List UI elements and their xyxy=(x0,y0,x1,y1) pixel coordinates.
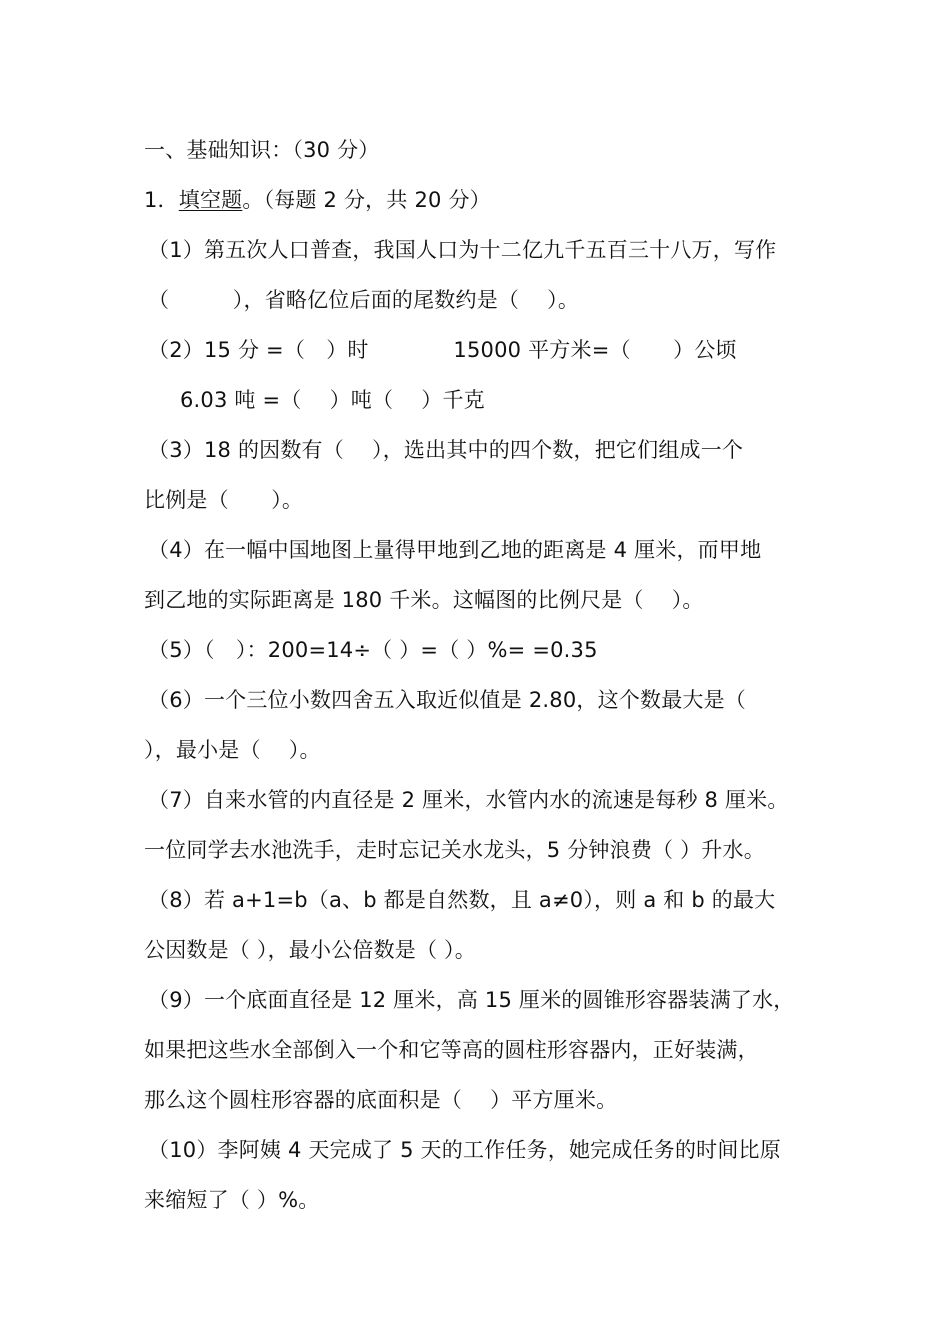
question-1-title xyxy=(144,186,491,214)
item-4-line-1: （4）在一幅中国地图上量得甲地到乙地的距离是 4 厘米，而甲地 xyxy=(148,538,762,562)
item-8-line-1: （8）若 a+1=b（a、b 都是自然数，且 a≠0），则 a 和 b 的最大 xyxy=(148,888,776,912)
item-8-line-2: 公因数是（ ），最小公倍数是（ ）。 xyxy=(144,938,476,962)
item-9-line-1: （9）一个底面直径是 12 厘米，高 15 厘米的圆锥形容器装满了水， xyxy=(148,988,795,1012)
item-6-line-2: ），最小是（ ）。 xyxy=(144,738,321,762)
item-2-line-2: 6.03 吨 =（ ）吨（ ）千克 xyxy=(180,388,485,412)
item-4-line-2: 到乙地的实际距离是 180 千米。这幅图的比例尺是（ ）。 xyxy=(144,588,704,612)
item-2-line-1: （2）15 分 =（ ）时 15000 平方米=（ ）公顷 xyxy=(148,338,737,362)
item-10-line-1: （10）李阿姨 4 天完成了 5 天的工作任务，她完成任务的时间比原 xyxy=(148,1138,781,1162)
question-1-scoring: 。（每题 2 分，共 20 分） xyxy=(242,188,491,212)
item-1-line-1: （1）第五次人口普查，我国人口为十二亿九千五百三十八万，写作 xyxy=(148,238,777,262)
item-3-line-2: 比例是（ ）。 xyxy=(144,488,304,512)
item-10-line-2: 来缩短了（ ）%。 xyxy=(144,1188,320,1212)
item-1-line-2: （ ），省略亿位后面的尾数约是（ ）。 xyxy=(148,288,580,312)
item-3-line-1: （3）18 的因数有（ ），选出其中的四个数，把它们组成一个 xyxy=(148,438,744,462)
item-9-line-2: 如果把这些水全部倒入一个和它等高的圆柱形容器内，正好装满， xyxy=(144,1038,759,1062)
item-7-line-2: 一位同学去水池洗手，走时忘记关水龙头，5 分钟浪费（ ）升水。 xyxy=(144,838,765,862)
question-1-number: 1． xyxy=(144,188,179,212)
item-5-line-1: （5）（ ）：200=14÷（ ）=（ ）%= =0.35 xyxy=(148,638,598,662)
section-heading: 一、基础知识：（30 分） xyxy=(144,138,380,162)
item-9-line-3: 那么这个圆柱形容器的底面积是（ ）平方厘米。 xyxy=(144,1088,618,1112)
fill-in-blank-link[interactable]: 填空题 xyxy=(178,188,243,212)
item-7-line-1: （7）自来水管的内直径是 2 厘米，水管内水的流速是每秒 8 厘米。 xyxy=(148,788,789,812)
item-6-line-1: （6）一个三位小数四舍五入取近似值是 2.80，这个数最大是（ xyxy=(148,688,746,712)
